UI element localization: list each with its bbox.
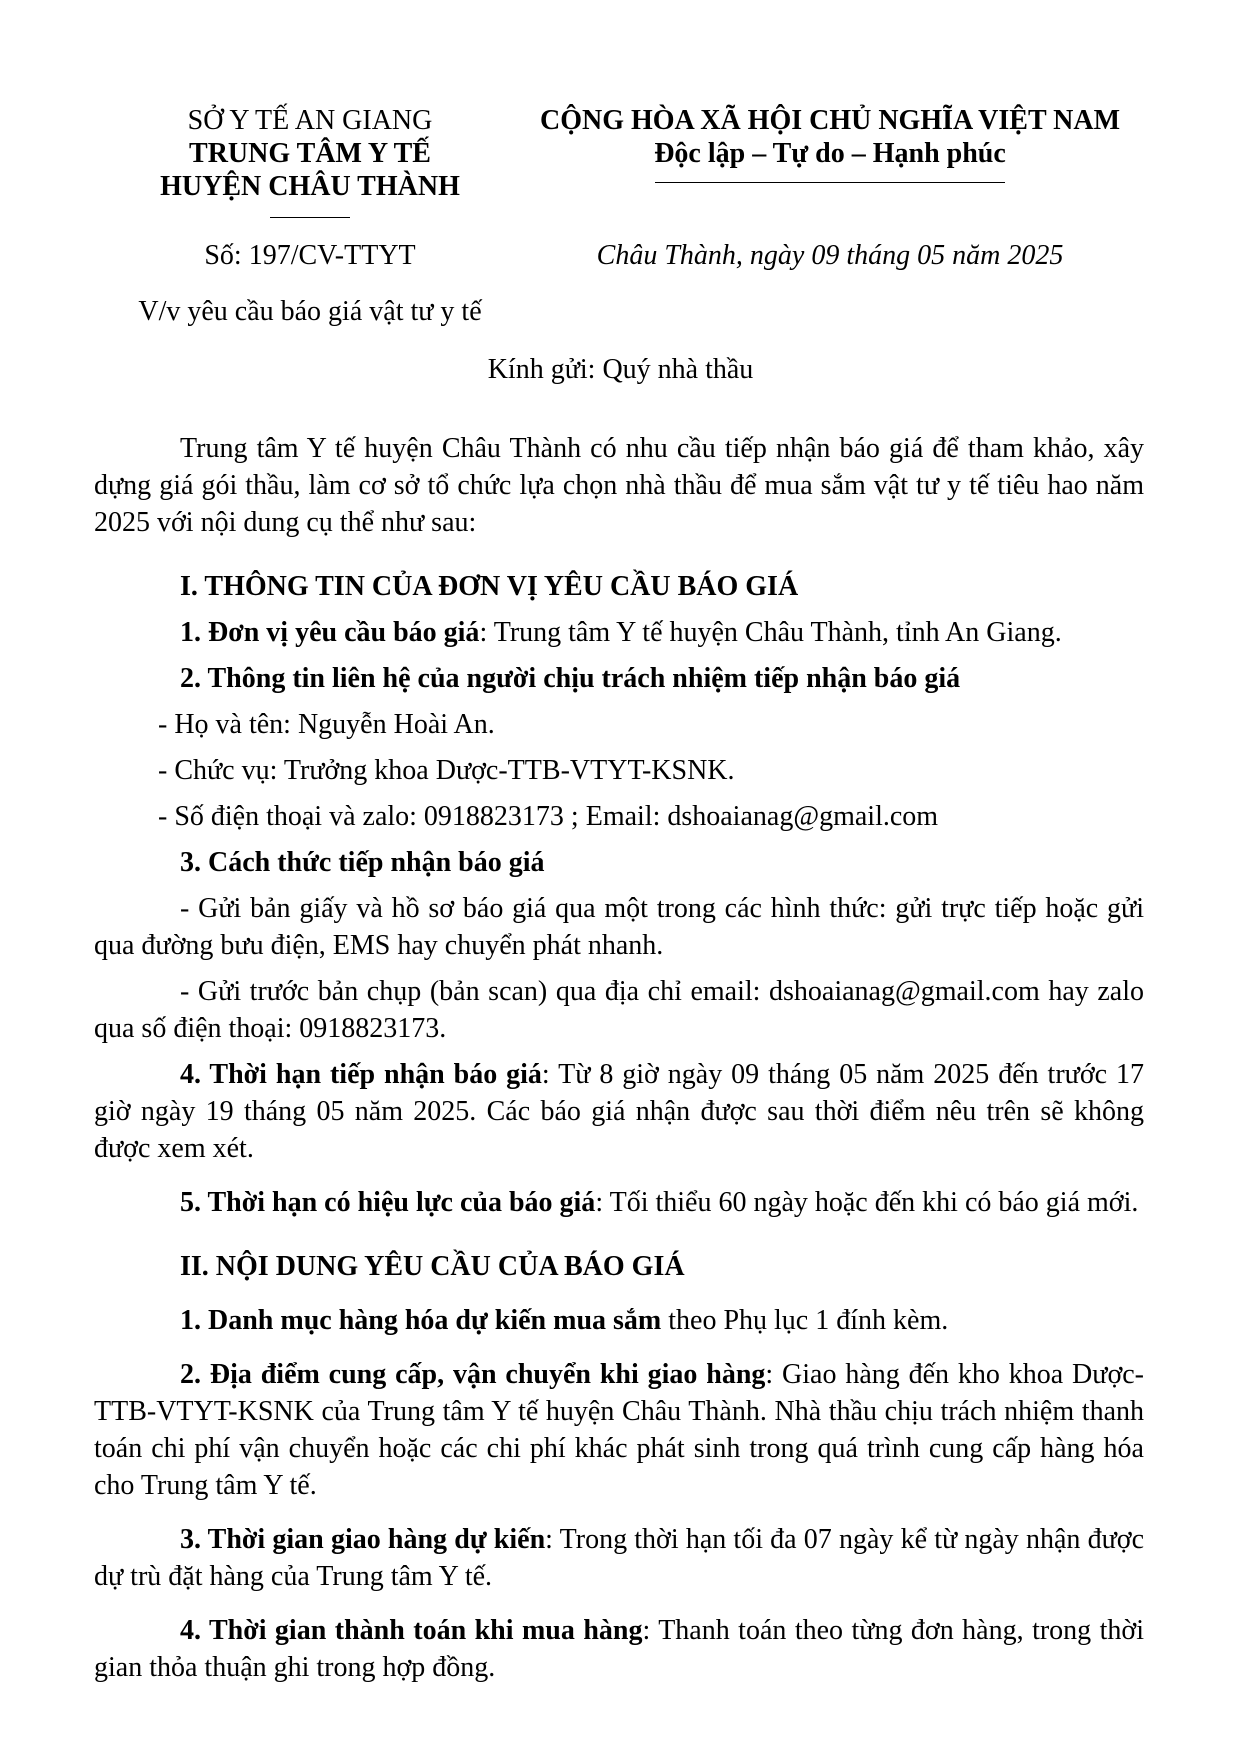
document-body (94, 430, 1144, 1686)
item-text: : Trong thời hạn tối đa 07 ngày kể từ ngày nhận được dự trù đặt hàng của Trung tâm Y tế. (94, 1524, 1145, 1592)
item-label: 1. Danh mục hàng hóa dự kiến mua sắm (180, 1305, 662, 1336)
section-1-item-4 (94, 1056, 1144, 1167)
agency-name-line1: TRUNG TÂM Y TẾ (189, 138, 431, 169)
contact-name: - Họ và tên: Nguyễn Hoài An. (158, 709, 495, 740)
section-1-item-5 (94, 1184, 1144, 1221)
section-2-title: II. NỘI DUNG YÊU CẦU CỦA BÁO GIÁ (180, 1251, 685, 1282)
item-text: theo Phụ lục 1 đính kèm. (661, 1305, 949, 1336)
section-1-item-3-title: 3. Cách thức tiếp nhận báo giá (180, 847, 545, 878)
intro-paragraph: Trung tâm Y tế huyện Châu Thành có nhu cầu tiếp nhận báo giá để tham khảo, xây dựng giá gói thầu, làm cơ sở tổ chức lựa chọn nhà thầu để mua sắm vật tư y tế tiêu hao năm 2025 với nội dung cụ thể như sau: (94, 433, 1144, 538)
section-2-item-2 (94, 1356, 1144, 1504)
item-text: : Từ 8 giờ ngày 09 tháng 05 năm 2025 đến trước 17 giờ ngày 19 tháng 05 năm 2025. Các báo giá nhận được sau thời điểm nêu trên sẽ không được xem xét. (94, 1059, 1144, 1164)
item-label: 2. Địa điểm cung cấp, vận chuyển khi giao hàng (180, 1359, 766, 1390)
national-motto-block (500, 104, 1160, 183)
method-scan: - Gửi trước bản chụp (bản scan) qua địa chỉ email: dshoaianag@gmail.com hay zalo qua số điện thoại: 0918823173. (94, 976, 1144, 1044)
item-text: : Tối thiểu 60 ngày hoặc đến khi có báo giá mới. (595, 1187, 1139, 1218)
item-text: : Trung tâm Y tế huyện Châu Thành, tỉnh An Giang. (479, 617, 1062, 648)
national-title: CỘNG HÒA XÃ HỘI CHỦ NGHĨA VIỆT NAM (539, 105, 1121, 136)
national-motto: Độc lập – Tự do – Hạnh phúc (654, 138, 1006, 169)
document-number: Số: 197/CV-TTYT (204, 240, 416, 271)
item-label: 4. Thời hạn tiếp nhận báo giá (180, 1059, 542, 1090)
item-label: 3. Thời gian giao hàng dự kiến (180, 1524, 546, 1555)
item-label: 5. Thời hạn có hiệu lực của báo giá (180, 1187, 596, 1218)
contact-position: - Chức vụ: Trưởng khoa Dược-TTB-VTYT-KSNK. (158, 755, 735, 786)
parent-agency-name: SỞ Y TẾ AN GIANG (187, 105, 433, 136)
section-2-item-3 (94, 1521, 1144, 1595)
section-2-item-1 (94, 1302, 1144, 1339)
motto-underline (655, 182, 1005, 183)
section-1-title: I. THÔNG TIN CỦA ĐƠN VỊ YÊU CẦU BÁO GIÁ (180, 571, 799, 602)
item-text: : Giao hàng đến kho khoa Dược-TTB-VTYT-KSNK của Trung tâm Y tế huyện Châu Thành. Nhà thầu chịu trách nhiệm thanh toán chi phí vận chuyển hoặc các chi phí khác phát sinh trong quá trình cung cấp hàng hóa cho Trung tâm Y tế. (94, 1359, 1145, 1501)
section-1-item-1 (94, 614, 1144, 651)
section-2-item-4 (94, 1612, 1144, 1686)
item-text: : Thanh toán theo từng đơn hàng, trong thời gian thỏa thuận ghi trong hợp đồng. (94, 1615, 1144, 1683)
contact-phone-email: - Số điện thoại và zalo: 0918823173 ; Email: dshoaianag@gmail.com (158, 801, 939, 832)
document-date: Châu Thành, ngày 09 tháng 05 năm 2025 (596, 240, 1064, 271)
item-label: 1. Đơn vị yêu cầu báo giá (180, 617, 480, 648)
document-subject: V/v yêu cầu báo giá vật tư y tế (138, 296, 482, 327)
agency-underline (270, 217, 350, 218)
method-paper: - Gửi bản giấy và hồ sơ báo giá qua một trong các hình thức: gửi trực tiếp hoặc gửi qua đường bưu điện, EMS hay chuyển phát nhanh. (94, 893, 1144, 961)
issuing-agency-block (130, 104, 490, 218)
agency-name-line2: HUYỆN CHÂU THÀNH (160, 171, 460, 202)
recipient-line: Kính gửi: Quý nhà thầu (487, 354, 754, 385)
section-1-item-2-title: 2. Thông tin liên hệ của người chịu trách nhiệm tiếp nhận báo giá (180, 663, 961, 694)
item-label: 4. Thời gian thành toán khi mua hàng (180, 1615, 643, 1646)
